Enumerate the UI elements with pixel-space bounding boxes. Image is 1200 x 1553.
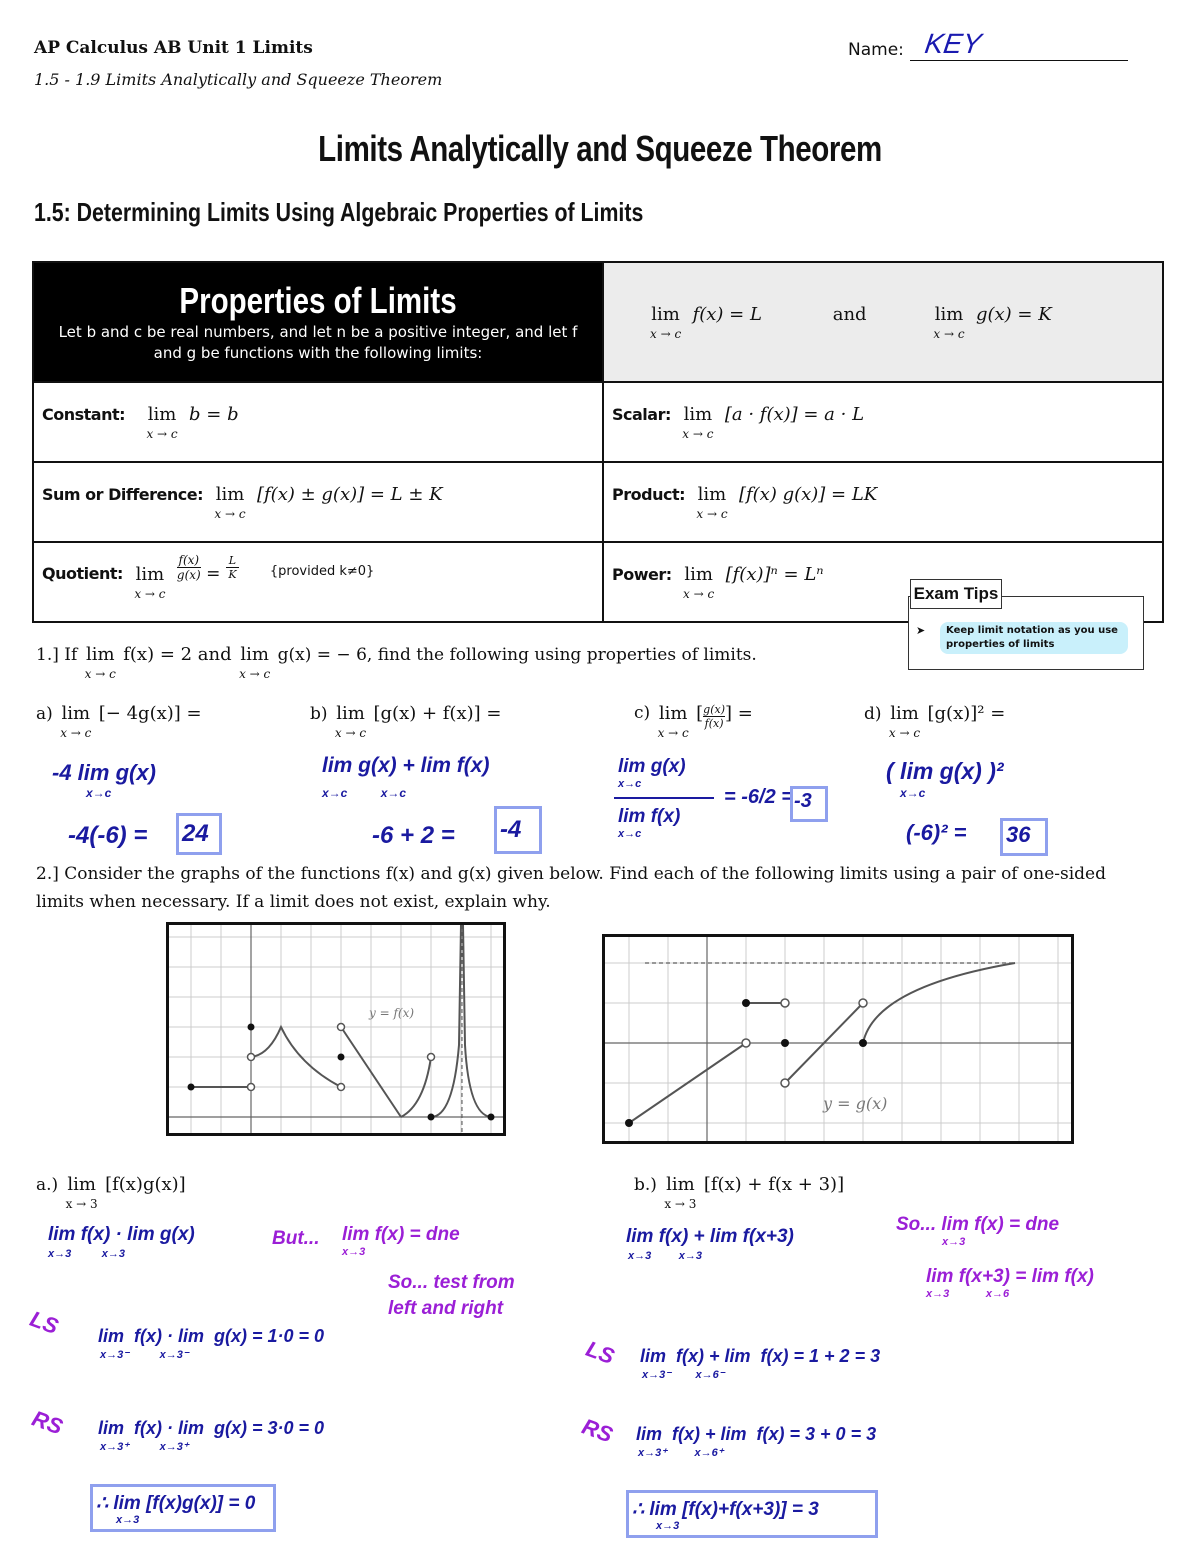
hw-q1b-step2: -6 + 2 = [372,822,455,849]
hw-q2a-right-sub: x→3⁺ x→3⁺ [100,1441,189,1453]
product-expr: [f(x) g(x)] = LK [738,483,878,505]
hw-q2a-dne: lim f(x) = dne [342,1224,460,1245]
hw-q2b-left-sub: x→3⁻ x→6⁻ [642,1369,725,1381]
hw-q1c-den: lim f(x) [618,806,681,827]
quotient-rule: Quotient: lim x → c $\frac{f(x)}{g(x)}$ = $\frac{L}{K}$ $^{\{provided k\ne 0\}}$ [33,542,603,622]
hw-q1a-step2: -4(-6) = [68,822,148,849]
name-value: KEY [922,28,984,59]
power-label: Power: [612,564,672,584]
properties-title: Properties of Limits [179,280,457,321]
hw-q2b-rs: RS [578,1413,617,1448]
name-line [910,60,1128,61]
hw-q2a-so2: left and right [388,1298,504,1319]
section-heading: 1.5: Determining Limits Using Algebraic Properties of Limits [34,197,644,227]
hw-q1c-num: lim g(x) [618,756,686,777]
lim-f: lim x → c [650,303,682,341]
hw-q2b-right: lim f(x) + lim f(x) = 3 + 0 = 3 [636,1424,877,1444]
hw-q1c-mid: = -6/2 = [724,786,793,808]
hw-q2a-but: But... [272,1228,320,1249]
hw-q1a-step1: -4 lim g(x) [52,760,156,785]
product-label: Product: [612,484,685,504]
q2b: b.) lim x → 3 [f(x) + f(x + 3)] [634,1174,845,1211]
hw-q2b-step1: lim f(x) + lim f(x+3) [626,1226,794,1247]
hw-q2a-rs: RS [28,1405,67,1440]
hw-q2a-left: lim f(x) · lim g(x) = 1·0 = 0 [98,1326,325,1346]
hw-q1c-num-sub: x→c [618,778,642,790]
quotient-label: Quotient: [42,563,123,583]
hw-q1a-answer: 24 [182,820,209,847]
hw-fraction-bar [614,797,714,799]
hw-q1b-step1: lim g(x) + lim f(x) [322,754,490,777]
hw-q1d-step1: ( lim g(x) )² [886,758,1004,784]
sum-label: Sum or Difference: [42,484,204,504]
sum-expr: [f(x) ± g(x)] = L ± K [257,483,443,505]
properties-header [33,262,603,382]
hw-q2b-step1-sub: x→3 x→3 [628,1250,702,1262]
graph-f-label: y = f(x) [369,1006,415,1020]
sum-rule: Sum or Difference: lim x → c [f(x) ± g(x)] = L ± K [33,462,603,542]
page-title: Limits Analytically and Squeeze Theorem [318,128,882,169]
properties-table [32,261,1164,623]
hw-q2b-final-sub: x→3 [656,1520,680,1532]
hw-q2a-final: ∴ lim [f(x)g(x)] = 0 [96,1493,256,1514]
arrow-bullet-icon: ➤ [916,624,926,637]
hw-q1b-step1-sub: x→c x→c [322,786,407,800]
scalar-rule: Scalar: lim x → c [a · f(x)] = a · L [603,382,1163,462]
hw-q2b-so-sub: x→3 [942,1236,966,1248]
constant-rule: Constant: lim x → c b = b [33,382,603,462]
hw-q1d-step1-sub: x→c [900,786,926,800]
given-g: g(x) = K [975,303,1052,325]
given-limits [603,262,1163,382]
hw-q2a-dne-sub: x→3 [342,1246,366,1258]
q2-prompt: 2.] Consider the graphs of the functions f(x) and g(x) given below. Find each of the following limits using a pair of one-sided limits when necessary. If a limit does not exist, explain why. [36,864,1106,912]
exam-tip-text: Keep limit notation as you use properties of limits [940,622,1128,654]
scalar-label: Scalar: [612,404,671,424]
constant-expr: b = b [189,403,239,425]
hw-q2a-ls: LS [26,1305,62,1340]
hw-q1c-answer: -3 [794,790,812,812]
constant-label: Constant: [42,404,126,424]
exam-tips-title: Exam Tips [910,579,1002,609]
hw-q2a-step1: lim f(x) · lim g(x) [48,1224,195,1245]
given-and: and [832,303,867,325]
hw-q2a-final-sub: x→3 [116,1514,140,1526]
graph-g-svg [605,937,1071,1141]
q1c: c) lim x → c [ $\frac{g(x)}{f(x)}$ ] = [634,703,753,740]
hw-q2a-so: So... test from [388,1272,515,1293]
q1d: d) lim x → c [g(x)]² = [864,703,1006,740]
lesson-subtitle: 1.5 - 1.9 Limits Analytically and Squeeze Theorem [34,70,443,89]
hw-q2a-left-sub: x→3⁻ x→3⁻ [100,1349,189,1361]
scalar-expr: [a · f(x)] = a · L [724,403,865,425]
lim-g: lim x → c [933,303,965,341]
hw-q2b-so2: lim f(x+3) = lim f(x) [926,1266,1094,1287]
hw-q2a-step1-sub: x→3 x→3 [48,1248,126,1260]
quotient-denominator: g(x) [176,567,201,582]
hw-q1c-den-sub: x→c [618,828,642,840]
q2a: a.) lim x → 3 [f(x)g(x)] [36,1174,186,1211]
hw-q1b-answer: -4 [500,816,522,843]
q1b: b) lim x → c [g(x) + f(x)] = [310,703,502,740]
hw-q1a-step1-sub: x→c [86,786,112,800]
quotient-note: {provided k≠0} [269,563,375,579]
hw-q1d-step2: (-6)² = [906,820,967,845]
q1-prompt: 1.] If lim x → c f(x) = 2 and lim x → c g(x) = − 6, find the following using properties of limits. [36,644,757,681]
power-expr: [f(x)]ⁿ = Lⁿ [725,563,824,585]
graph-f-svg [169,925,503,1133]
hw-q2b-so: So... lim f(x) = dne [896,1214,1060,1235]
product-rule: Product: lim x → c [f(x) g(x)] = LK [603,462,1163,542]
q1a: a) lim x → c [− 4g(x)] = [36,703,202,740]
hw-q1d-answer: 36 [1006,822,1031,847]
quotient-result-den: K [228,567,237,581]
quotient-result-num: L [226,554,239,568]
given-f: f(x) = L [692,303,762,325]
hw-q2b-ls: LS [582,1335,618,1370]
hw-q2b-so2-sub: x→3 x→6 [926,1288,1010,1300]
course-title: AP Calculus AB Unit 1 Limits [34,38,313,58]
graph-f [166,922,506,1136]
properties-description: Let b and c be real numbers, and let n be a positive integer, and let f and g be functions with the following limits: [58,323,578,362]
hw-q2b-right-sub: x→3⁺ x→6⁺ [638,1447,724,1459]
name-label: Name: [848,40,904,60]
hw-q2a-right: lim f(x) · lim g(x) = 3·0 = 0 [98,1418,325,1438]
graph-g-label: y = g(x) [823,1094,888,1113]
power-rule: Power: lim x → c [f(x)]ⁿ = Lⁿ [603,542,1163,622]
quotient-numerator: f(x) [178,552,200,567]
hw-q2b-final: ∴ lim [f(x)+f(x+3)] = 3 [632,1499,819,1520]
hw-q2b-left: lim f(x) + lim f(x) = 1 + 2 = 3 [640,1346,881,1366]
graph-g [602,934,1074,1144]
